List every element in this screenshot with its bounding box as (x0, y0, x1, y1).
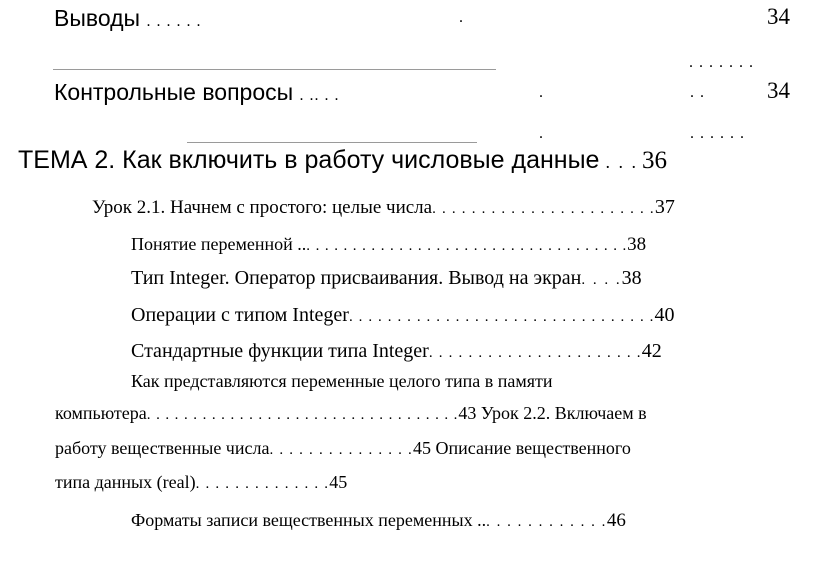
toc-entry-label: Операции с типом Integer (131, 304, 349, 326)
toc-leader-dots: . . . . . . . . . . . . . . . . . . . . . . . . . . . . . . . . . . (146, 407, 459, 423)
toc-entry-control-questions (54, 81, 340, 104)
toc-leader-dot: . (459, 9, 466, 26)
toc-page-number: 46 (606, 510, 626, 531)
divider-line (53, 69, 496, 70)
toc-page-number: 34 (767, 4, 790, 29)
toc-entry-label: Форматы записи вещественных переменных .. (131, 510, 487, 530)
toc-leader-dots: . .. . . (299, 87, 340, 104)
toc-paragraph-line-3 (55, 439, 631, 458)
toc-entry-label: Урок 2.1. Начнем с простого: целые числа (92, 197, 433, 218)
toc-entry-integer-operations (131, 305, 675, 325)
toc-page-number: 45 (329, 472, 348, 492)
toc-leader-dots: . . . . . . . . . . . . . . (195, 476, 330, 492)
toc-entry-label: компьютера (55, 403, 147, 423)
toc-entry-real-formats (131, 511, 626, 530)
toc-page-number: 37 (654, 196, 675, 218)
toc-leader-dot: . (539, 125, 546, 142)
toc-page-number: 34 (767, 78, 790, 103)
toc-entry-label: типа данных (real) (55, 472, 196, 492)
toc-page-number: 38 (627, 234, 647, 255)
toc-entry-integer-functions (131, 341, 662, 361)
toc-entry-topic-2 (18, 148, 667, 173)
toc-paragraph-line-4 (55, 473, 347, 492)
toc-leader-dots: . . (690, 84, 705, 101)
toc-entry-label: работу вещественные числа (55, 438, 270, 458)
divider-line (187, 142, 477, 143)
toc-leader-dots: . . . . . . . (689, 54, 754, 71)
toc-leader-dot: . (539, 84, 546, 101)
toc-leader-dots: . . . . . . . . . . . . . . . . . . . . . . (428, 345, 642, 361)
toc-entry-variable-concept (131, 235, 646, 254)
toc-paragraph-tail: 45 Описание вещественного (413, 438, 631, 458)
toc-paragraph-tail: 43 Урок 2.2. Включаем в (458, 403, 647, 423)
toc-entry-integer-type (131, 268, 642, 288)
toc-leader-dots: . . . . (581, 272, 622, 288)
toc-leader-dots: . . . . . . (690, 125, 745, 142)
toc-entry-label: Контрольные вопросы (54, 79, 294, 105)
toc-page-number: 36 (641, 147, 667, 174)
toc-paragraph-line-1: Как представляются переменные целого типа в памяти (131, 371, 553, 391)
toc-leader-dots: . . . (605, 152, 638, 172)
toc-entry-label: Стандартные функции типа Integer (131, 340, 429, 362)
toc-leader-dots: . . . . . . . . . . . . . . . . . . . . . . . . . . . . . . . . . . . (306, 238, 628, 254)
toc-leader-dots: . . . . . . . . . . . . (486, 514, 607, 530)
toc-entry-label: Понятие переменной .. (131, 234, 307, 254)
toc-entry-label: Выводы (54, 5, 141, 31)
toc-page-number: 40 (654, 304, 675, 326)
toc-paragraph-line-2 (55, 404, 647, 423)
toc-entry-conclusions (54, 7, 201, 30)
toc-leader-dots: . . . . . . (146, 13, 202, 30)
toc-page-number: 42 (641, 340, 662, 362)
toc-page-number: 38 (621, 267, 642, 289)
toc-leader-dots: . . . . . . . . . . . . . . . . . . . . . . . . . . . . . . . . (348, 309, 655, 325)
toc-entry-label: ТЕМА 2. Как включить в работу числовые данные (18, 146, 600, 174)
toc-entry-label: Тип Integer. Оператор присваивания. Вывод на экран (131, 267, 582, 289)
toc-leader-dots: . . . . . . . . . . . . . . . (269, 442, 414, 458)
toc-entry-lesson-2-1 (92, 197, 675, 217)
toc-leader-dots: . . . . . . . . . . . . . . . . . . . . . . . (432, 201, 655, 217)
